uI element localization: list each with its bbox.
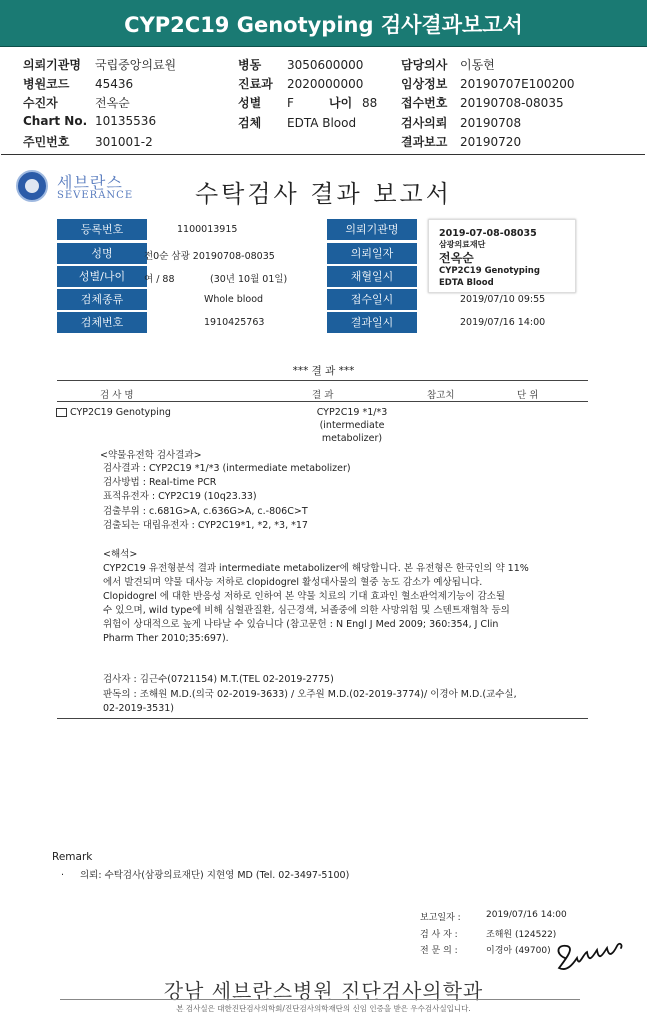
info-value: 2019/07/10 09:55 (460, 294, 546, 305)
info-label: 접수일시 (327, 289, 417, 310)
remark-text: 의뢰: 수탁검사(삼광의료재단) 지현영 MD (Tel. 02-3497-5100) (80, 870, 350, 881)
header-field: 성별 F (238, 96, 294, 110)
sign-value: 이경아 (49700) (486, 946, 551, 956)
logo-korean: 세브란스 (57, 173, 123, 192)
patient-header (1, 46, 645, 155)
interpretation-line: 수 있으며, wild type에 비해 심혈관질환, 심근경색, 뇌졸중에 의한 사망위험 및 스텐트재협착 등의 (103, 605, 510, 616)
pgx-line: 검사방법 : Real-time PCR (103, 477, 217, 488)
sign-value: 조해원 (124522) (486, 930, 557, 940)
header-field: 병원코드 45436 (23, 77, 134, 91)
staff-line: 02-2019-3531) (103, 703, 175, 714)
sticker-text: 2019-07-08-08035 (439, 228, 537, 239)
header-field: 의뢰기관명 국립중앙의료원 (23, 58, 177, 72)
remark-bullet: · (61, 870, 65, 881)
staff-line: 검사자 : 김근수(0721154) M.T.(TEL 02-2019-2775) (103, 674, 334, 685)
sign-label: 전 문 의 : (420, 946, 458, 956)
divider (57, 718, 588, 719)
info-label: 의뢰기관명 (327, 219, 417, 240)
column-header: 참고치 (427, 390, 455, 401)
remark-title: Remark (52, 851, 93, 863)
info-value: 여 / 88 (144, 274, 175, 285)
info-value: Whole blood (204, 294, 264, 305)
footer-note: 본 검사실은 대한진단검사의학회/진단검사의학재단의 신임 인증을 받은 우수검사실입니다. (176, 1004, 471, 1013)
sticker-text: EDTA Blood (439, 278, 494, 288)
sticker-text: CYP2C19 Genotyping (439, 266, 540, 276)
staff-line: 판독의 : 조해원 M.D.(의국 02-2019-3633) / 오주원 M.D.(02-2019-3774)/ 이경아 M.D.(교수실, (103, 689, 517, 700)
reception-sticker (428, 219, 576, 293)
footer-title: 강남 세브란스병원 진단검사의학과 (163, 979, 484, 1003)
sign-label: 보고일자 : (420, 913, 461, 923)
pgx-line: 검사결과 : CYP2C19 *1/*3 (intermediate metabolizer) (103, 463, 351, 474)
logo-english: SEVERANCE (57, 190, 134, 201)
university-seal-icon (16, 170, 48, 202)
report-banner: CYP2C19 Genotyping 검사결과보고서 (0, 0, 647, 47)
info-value: 2019/07/16 14:00 (460, 317, 546, 328)
sign-label: 검 사 자 : (420, 930, 458, 940)
pgx-line: 검출부위 : c.681G>A, c.636G>A, c.-806C>T (103, 506, 308, 517)
header-field: 결과보고 20190720 (401, 135, 522, 149)
pgx-line: 표적유전자 : CYP2C19 (10q23.33) (103, 491, 257, 502)
header-field: 접수번호 20190708-08035 (401, 96, 564, 110)
interpretation-line: CYP2C19 유전형분석 결과 intermediate metabolizer에 해당합니다. 본 유전형은 한국인의 약 11% (103, 563, 529, 574)
test-result: CYP2C19 *1/*3 (intermediate metabolizer) (316, 407, 388, 444)
interpretation-line: 위험이 상대적으로 높게 나타날 수 있습니다 (참고문헌 : N Engl J Med 2009; 360:354, J Clin (103, 619, 499, 630)
info-value: 1910425763 (204, 317, 265, 328)
expand-box-icon[interactable] (56, 408, 67, 417)
info-label: 성별/나이 (57, 266, 147, 287)
interpretation-heading: <해석> (103, 549, 138, 560)
results-title: *** 결 과 *** (292, 365, 355, 377)
divider (60, 999, 580, 1000)
header-field: 진료과 2020000000 (238, 77, 364, 91)
column-header: 검 사 명 (100, 390, 134, 401)
interpretation-line: Pharm Ther 2010;35:697). (103, 633, 229, 644)
header-field: Chart No. 10135536 (23, 114, 157, 128)
info-label: 검체종류 (57, 289, 147, 310)
divider (57, 380, 588, 381)
column-header: 단 위 (517, 390, 539, 401)
severance-logo (15, 168, 135, 208)
info-label: 검체번호 (57, 312, 147, 333)
pgx-heading: <약물유전학 검사결과> (100, 450, 202, 461)
header-field: 주민번호 301001-2 (23, 135, 153, 149)
info-label: 의뢰일자 (327, 243, 417, 264)
header-field: 검체 EDTA Blood (238, 116, 357, 130)
header-field: 수진자 전옥순 (23, 96, 130, 110)
header-field: 병동 3050600000 (238, 58, 364, 72)
header-field-age: 나이 88 (329, 96, 378, 110)
report-title: 수탁검사 결과 보고서 (195, 180, 452, 208)
sticker-text: 전옥순 (439, 251, 474, 265)
info-label: 성명 (57, 243, 147, 264)
info-value-extra: (30년 10월 01일) (210, 274, 288, 285)
interpretation-line: 에서 발견되며 약물 대사능 저하로 clopidogrel 활성대사물의 혈중 농도 감소가 예상됩니다. (103, 577, 483, 588)
info-value: 1100013915 (177, 224, 238, 235)
info-value: 전0순 삼광 20190708-08035 (144, 251, 275, 262)
sign-value: 2019/07/16 14:00 (486, 910, 567, 920)
info-label: 채혈일시 (327, 266, 417, 287)
sticker-text: 삼광의료재단 (439, 240, 486, 249)
info-label: 결과일시 (327, 312, 417, 333)
divider (57, 401, 588, 402)
header-field: 검사의뢰 20190708 (401, 116, 522, 130)
pgx-line: 검출되는 대립유전자 : CYP2C19*1, *2, *3, *17 (103, 520, 308, 531)
signature-scribble (553, 934, 628, 979)
test-name: CYP2C19 Genotyping (70, 407, 171, 418)
interpretation-line: Clopidogrel 에 대한 반응성 저하로 인하여 본 약물 치료의 기대 효과인 혈소판억제기능이 감소될 (103, 591, 506, 602)
column-header: 결 과 (312, 390, 334, 401)
header-field: 담당의사 이동현 (401, 58, 495, 72)
info-label: 등록번호 (57, 219, 147, 240)
header-field: 임상정보 20190707E100200 (401, 77, 575, 91)
